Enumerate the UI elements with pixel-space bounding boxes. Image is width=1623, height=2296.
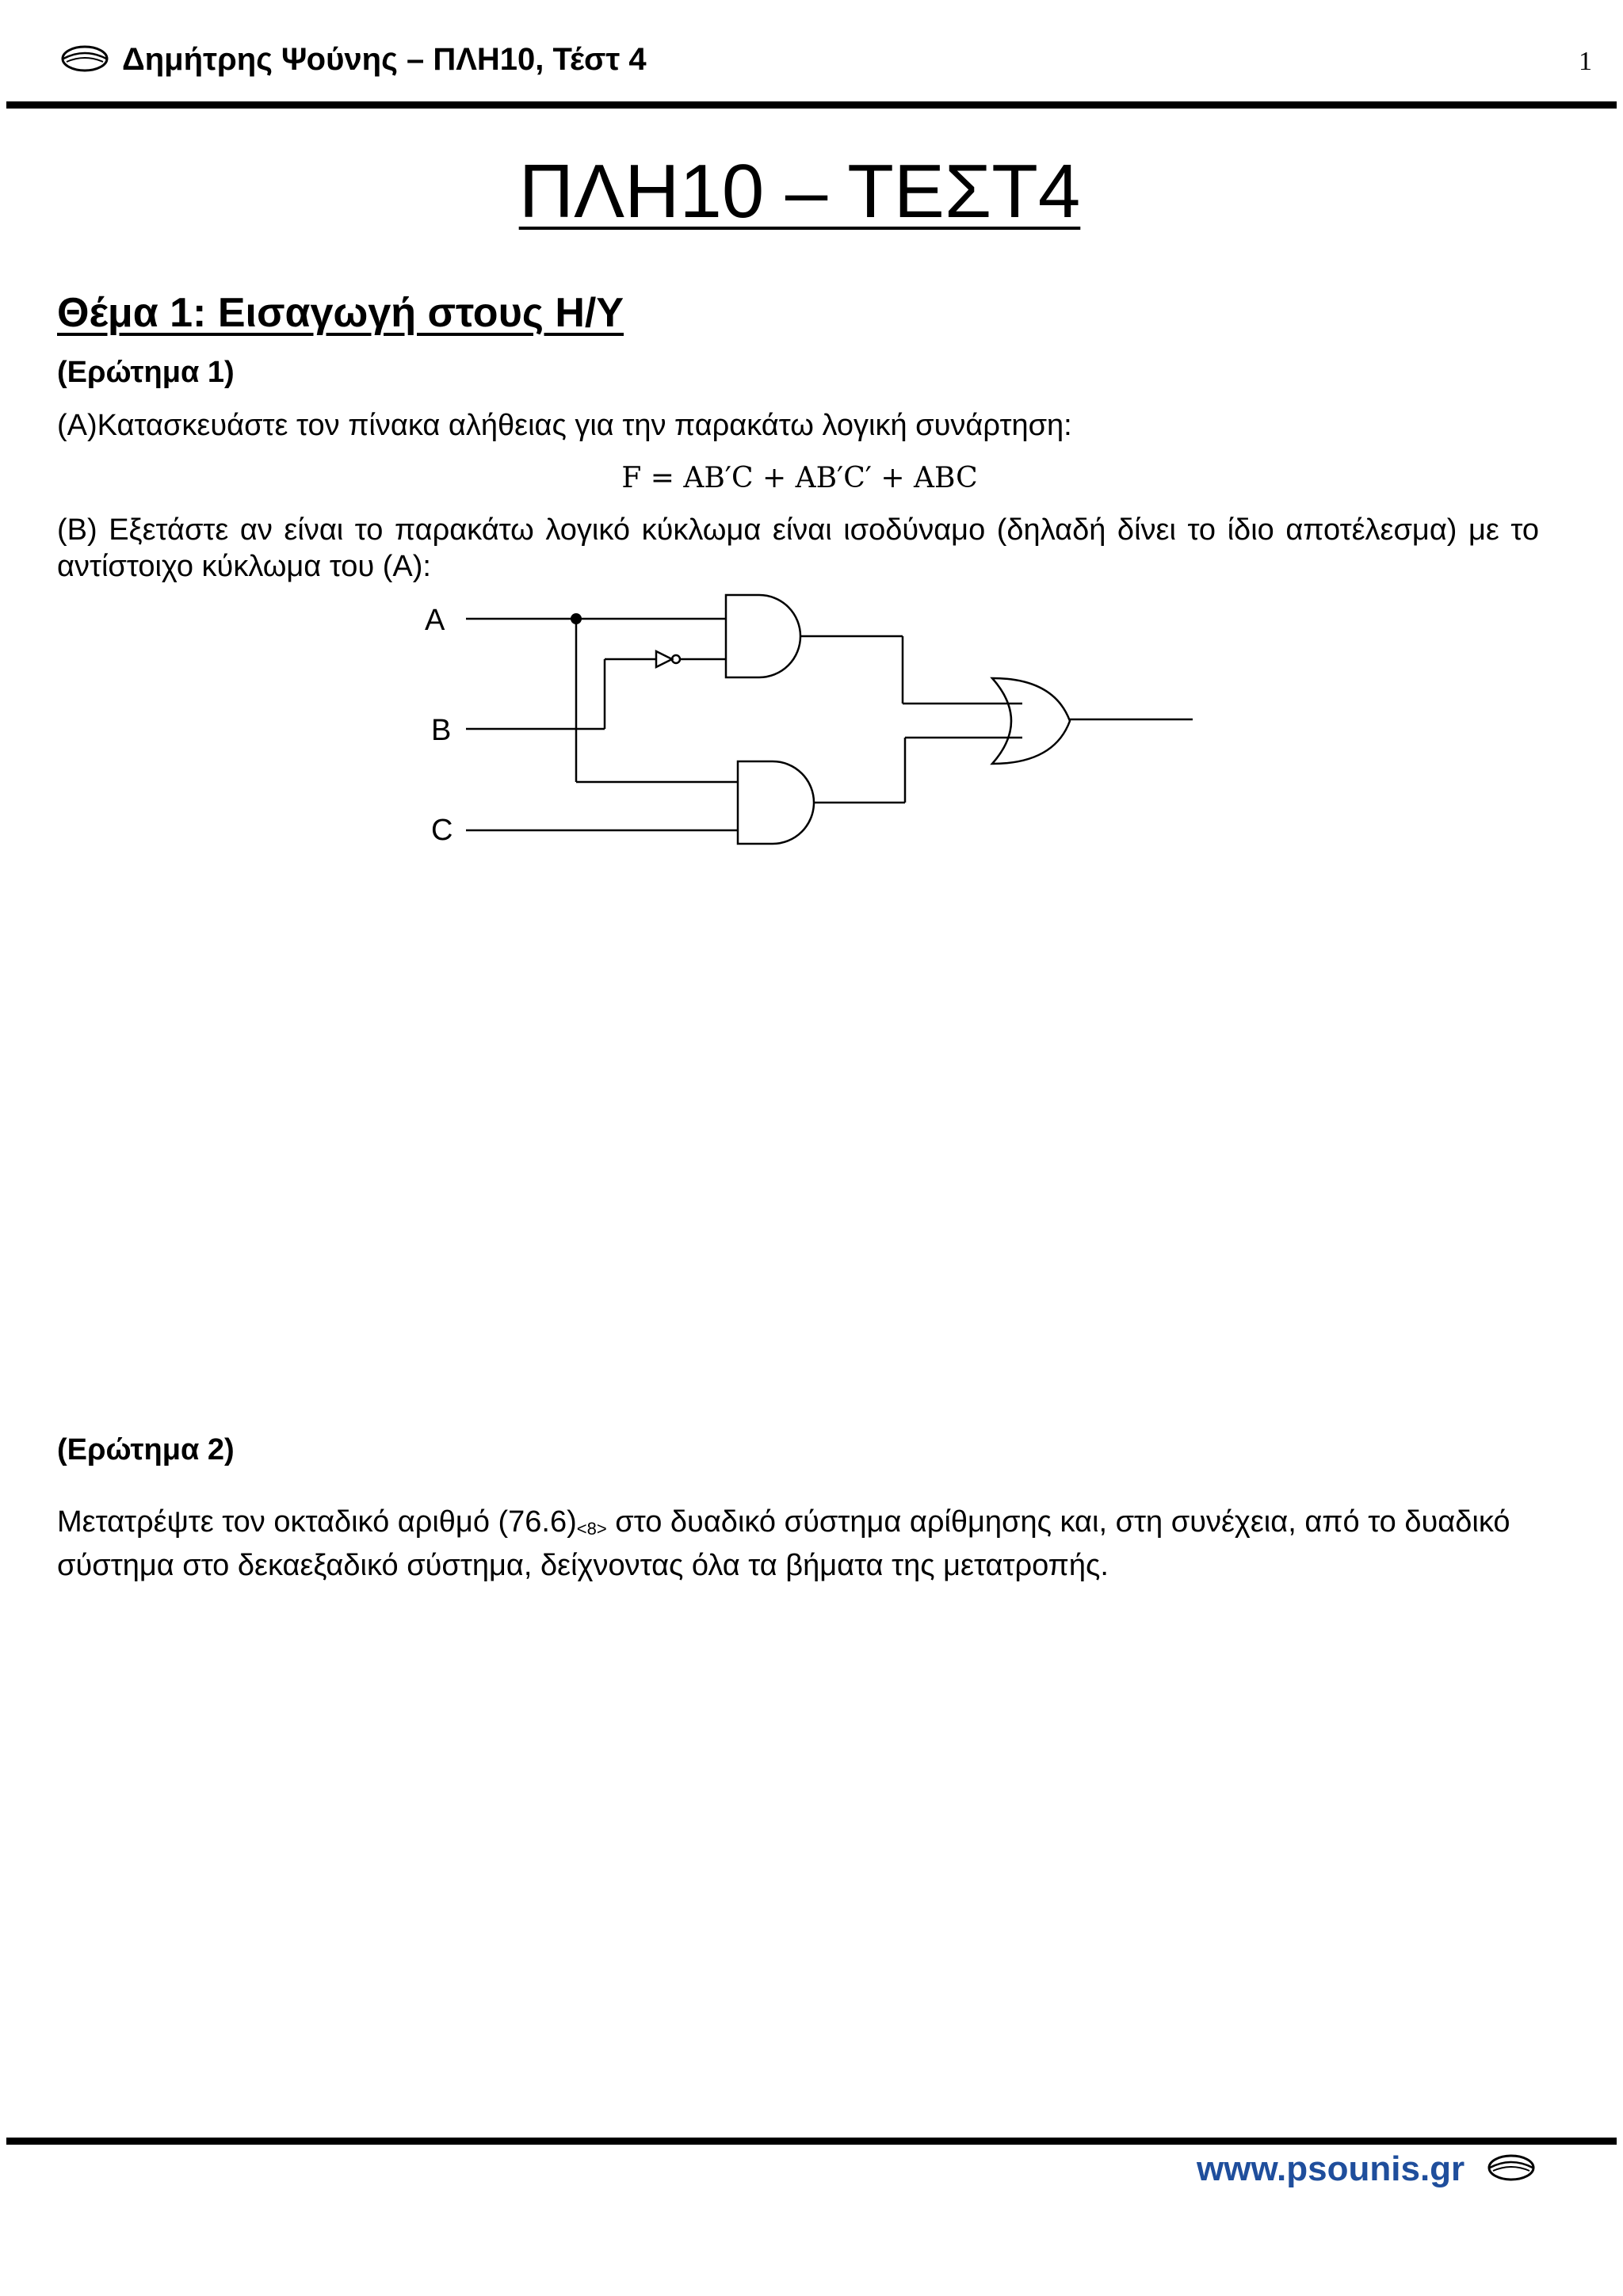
question1-part-a: (Α)Κατασκευάστε τον πίνακα αλήθειας για την παρακάτω λογική συνάρτηση: xyxy=(57,409,1072,442)
and-gate-2 xyxy=(738,761,814,844)
header-title: Δημήτρης Ψούνης – ΠΛΗ10, Τέστ 4 xyxy=(122,42,647,77)
question2-label: (Ερώτημα 2) xyxy=(57,1433,235,1466)
input-label-a: A xyxy=(425,604,445,637)
question2-text xyxy=(57,1504,1539,1584)
logic-circuit-diagram xyxy=(0,0,1623,871)
and-gate-1 xyxy=(726,595,800,677)
not-gate xyxy=(656,651,672,667)
page-number: 1 xyxy=(1579,47,1592,76)
or-gate xyxy=(992,678,1070,764)
question1-part-b: (Β) Εξετάστε αν είναι το παρακάτω λογικό κύκλωμα είναι ισοδύναμο (δηλαδή δίνει το ίδιο αποτέλεσμα) με το αντίστοιχο κύκλωμα του (Α): xyxy=(57,513,1539,583)
octal-base-subscript: <8> xyxy=(576,1519,607,1539)
document-title-text: ΠΛΗ10 – ΤΕΣΤ4 xyxy=(518,149,1081,234)
psounis-logo-icon xyxy=(1487,2152,1536,2183)
input-label-c: C xyxy=(431,814,453,847)
question1-label: (Ερώτημα 1) xyxy=(57,356,235,389)
footer-rule xyxy=(6,2138,1617,2145)
question2-text-before: Μετατρέψτε τον οκταδικό αριθμό (76.6) xyxy=(57,1505,577,1539)
section-heading: Θέμα 1: Εισαγωγή στους Η/Υ xyxy=(57,290,624,336)
question2-text-after: στο δυαδικό σύστημα αρίθμησης και, στη συνέχεια, από το δυαδικό σύστημα στο δεκαεξαδικό σύστημα, δείχνοντας όλα τα βήματα της μετατροπής. xyxy=(57,1505,1510,1582)
junction-dot xyxy=(571,613,582,624)
input-label-b: B xyxy=(431,714,452,747)
footer-url-link[interactable]: www.psounis.gr xyxy=(1197,2149,1465,2188)
boolean-formula: F = AB′C + AB′C′ + ABC xyxy=(621,462,978,494)
